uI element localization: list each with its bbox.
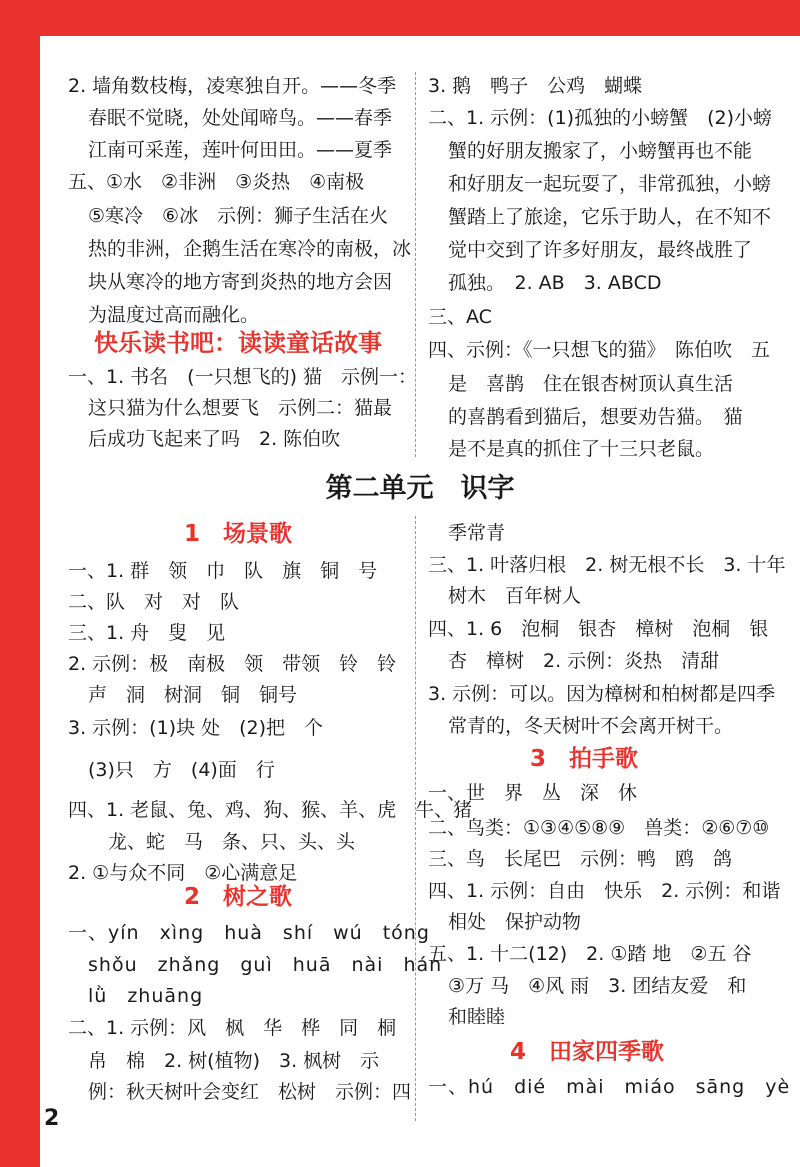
text-line: 二、1. 示例：风 枫 华 桦 同 桐 bbox=[68, 1017, 397, 1039]
text-line: 蟹踏上了旅途，它乐于助人，在不知不 bbox=[448, 206, 772, 228]
text-line: 江南可采莲，莲叶何田田。——夏季 bbox=[88, 139, 393, 161]
text-line: (3)只 方 (4)面 行 bbox=[88, 759, 275, 781]
text-line: 热的非洲，企鹅生活在寒冷的南极，冰 bbox=[88, 238, 412, 260]
text-line: 蟹的好朋友搬家了，小螃蟹再也不能 bbox=[448, 140, 753, 162]
text-line: 2. ①与众不同 ②心满意足 bbox=[68, 862, 298, 884]
unit-title: 第二单元 识字 bbox=[325, 473, 515, 504]
text-line: 一、1. 书名 (一只想飞的) 猫 示例一： bbox=[68, 366, 418, 388]
text-line: 例：秋天树叶会变红 松树 示例：四 bbox=[88, 1081, 412, 1103]
text-line: 是 喜鹊 住在银杏树顶认真生活 bbox=[448, 373, 734, 395]
text-line: 季常青 bbox=[448, 522, 506, 544]
lesson-title: 4 田家四季歌 bbox=[510, 1039, 665, 1065]
text-line: 杏 樟树 2. 示例：炎热 清甜 bbox=[448, 650, 720, 672]
text-line: 相处 保护动物 bbox=[448, 911, 582, 933]
text-line: 2. 示例：极 南极 领 带领 铃 铃 bbox=[68, 653, 397, 675]
text-line: 三、AC bbox=[428, 306, 492, 328]
column-divider bbox=[415, 72, 416, 457]
text-line: 和睦睦 bbox=[448, 1006, 506, 1028]
text-line: 常青的，冬天树叶不会离开树干。 bbox=[448, 715, 734, 737]
text-line: 孤独。 2. AB 3. ABCD bbox=[448, 272, 662, 294]
lesson-title: 1 场景歌 bbox=[184, 521, 293, 547]
text-line: 3. 示例：(1)块 处 (2)把 个 bbox=[68, 717, 324, 739]
text-line: 帛 棉 2. 树(植物) 3. 枫树 示 bbox=[88, 1050, 380, 1072]
text-line: lǜ zhuāng bbox=[88, 985, 204, 1007]
lesson-title: 2 树之歌 bbox=[184, 884, 293, 910]
text-line: 3. 示例：可以。因为樟树和柏树都是四季 bbox=[428, 683, 776, 705]
text-line: 一、1. 群 领 巾 队 旗 铜 号 bbox=[68, 560, 378, 582]
text-line: 觉中交到了许多好朋友，最终战胜了 bbox=[448, 239, 753, 261]
text-line: 五、①水 ②非洲 ③炎热 ④南极 bbox=[68, 171, 365, 193]
text-line: 三、1. 叶落归根 2. 树无根不长 3. 十年 bbox=[428, 554, 786, 576]
text-line: 的喜鹊看到猫后，想要劝告猫。 猫 bbox=[448, 406, 743, 428]
text-line: 春眠不觉晓，处处闻啼鸟。——春季 bbox=[88, 107, 393, 129]
text-line: 五、1. 十二(12) 2. ①踏 地 ②五 谷 bbox=[428, 943, 752, 965]
text-line: 三、1. 舟 叟 见 bbox=[68, 622, 226, 644]
text-line: 龙、蛇 马 条、只、头、头 bbox=[108, 831, 356, 853]
text-line: 3. 鹅 鸭子 公鸡 蝴蝶 bbox=[428, 75, 643, 97]
text-line: 一、hú dié mài miáo sāng yè bbox=[428, 1076, 791, 1098]
text-line: 三、鸟 长尾巴 示例：鸭 鸥 鸽 bbox=[428, 848, 733, 870]
text-line: 这只猫为什么想要飞 示例二：猫最 bbox=[88, 397, 393, 419]
section-heading: 快乐读书吧：读读童话故事 bbox=[94, 329, 382, 357]
page-number: 2 bbox=[44, 1106, 60, 1131]
text-line: 树木 百年树人 bbox=[448, 585, 582, 607]
text-line: 为温度过高而融化。 bbox=[88, 304, 260, 326]
text-line: 一、yín xìng huà shí wú tóng bbox=[68, 922, 430, 944]
text-line: 是不是真的抓住了十三只老鼠。 bbox=[448, 438, 715, 460]
text-line: ③万 马 ④风 雨 3. 团结友爱 和 bbox=[448, 975, 747, 997]
text-line: 四、1. 示例：自由 快乐 2. 示例：和谐 bbox=[428, 880, 781, 902]
text-line: 二、鸟类：①③④⑤⑧⑨ 兽类：②⑥⑦⑩ bbox=[428, 817, 770, 839]
answer-page bbox=[40, 36, 800, 1167]
text-line: 四、1. 老鼠、兔、鸡、狗、猴、羊、虎 牛、猪 bbox=[68, 799, 473, 821]
text-line: ⑤寒冷 ⑥冰 示例：狮子生活在火 bbox=[88, 205, 389, 227]
text-line: 二、1. 示例：(1)孤独的小螃蟹 (2)小螃 bbox=[428, 107, 772, 129]
text-line: 二、队 对 对 队 bbox=[68, 591, 240, 613]
text-line: 声 洞 树洞 铜 铜号 bbox=[88, 684, 298, 706]
text-line: shǒu zhǎng guì huā nài hán bbox=[88, 954, 443, 976]
text-line: 块从寒冷的地方寄到炎热的地方会因 bbox=[88, 271, 393, 293]
text-line: 后成功飞起来了吗 2. 陈伯吹 bbox=[88, 428, 341, 450]
text-line: 和好朋友一起玩耍了，非常孤独，小螃 bbox=[448, 173, 772, 195]
text-line: 一、世 界 丛 深 休 bbox=[428, 782, 638, 804]
lesson-title: 3 拍手歌 bbox=[530, 746, 639, 772]
text-line: 2. 墙角数枝梅，凌寒独自开。——冬季 bbox=[68, 75, 397, 97]
text-line: 四、1. 6 泡桐 银杏 樟树 泡桐 银 bbox=[428, 618, 769, 640]
text-line: 四、示例：《一只想飞的猫》 陈伯吹 五 bbox=[428, 339, 771, 361]
